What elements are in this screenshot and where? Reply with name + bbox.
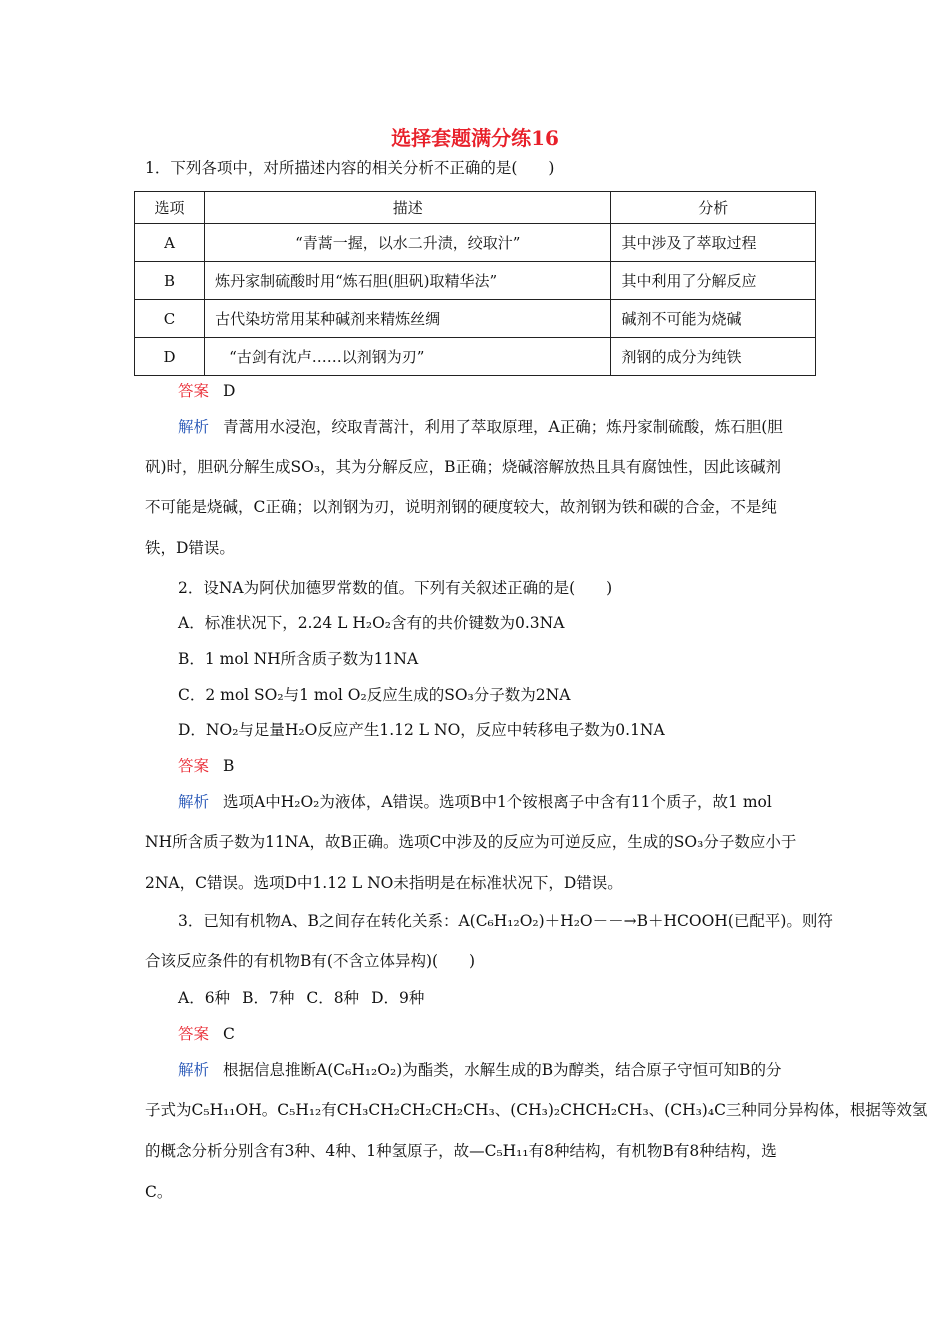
row-option: D xyxy=(135,338,205,376)
answer-value: C xyxy=(223,1025,235,1043)
q3-option: A．6种 xyxy=(178,989,231,1007)
q2-option: C．2 mol SO₂与1 mol O₂反应生成的SO₃分子数为2NA xyxy=(178,686,571,704)
q2-option: A．标准状况下，2.24 L H₂O₂含有的共价键数为0.3NA xyxy=(178,614,565,632)
row-description: 炼丹家制硫酸时用“炼石胆(胆矾)取精华法” xyxy=(205,262,611,300)
answer-label: 答案 xyxy=(178,1025,210,1043)
q3-analysis-line xyxy=(178,1059,815,1081)
table-row xyxy=(135,262,816,300)
row-description: 古代染坊常用某种碱剂来精炼丝绸 xyxy=(205,300,611,338)
q3-analysis-line: 子式为C₅H₁₁OH。C₅H₁₂有CH₃CH₂CH₂CH₂CH₃、(CH₃)₂CHCH₂CH₃、(CH₃)₄C三种同分异构体，根据等效氢 xyxy=(145,1101,928,1119)
q1-stem: 1．下列各项中，对所描述内容的相关分析不正确的是( ) xyxy=(145,159,555,177)
table-header-row xyxy=(135,192,816,224)
q3-answer xyxy=(178,1023,815,1045)
q1-analysis-line: 矾)时，胆矾分解生成SO₃，其为分解反应，B正确；烧碱溶解放热且具有腐蚀性，因此该碱剂 xyxy=(145,458,781,476)
answer-label: 答案 xyxy=(178,382,210,400)
q3-options xyxy=(178,987,815,1009)
q2-option: D．NO₂与足量H₂O反应产生1.12 L NO，反应中转移电子数为0.1NA xyxy=(178,721,665,739)
analysis-label: 解析 xyxy=(178,793,210,811)
q2-analysis-line: NH所含质子数为11NA，故B正确。选项C中涉及的反应为可逆反应，生成的SO₃分子数应小于 xyxy=(145,833,797,851)
q1-analysis-line: 不可能是烧碱，C正确；以剂钢为刃，说明剂钢的硬度较大，故剂钢为铁和碳的合金，不是纯 xyxy=(145,498,777,516)
row-analysis: 其中利用了分解反应 xyxy=(611,262,816,300)
q3-analysis-line: C。 xyxy=(145,1183,173,1201)
q2-stem: 2．设NA为阿伏加德罗常数的值。下列有关叙述正确的是( ) xyxy=(178,579,613,597)
answer-label: 答案 xyxy=(178,757,210,775)
q3-option: B．7种 xyxy=(242,989,295,1007)
row-option: B xyxy=(135,262,205,300)
q3-option: D．9种 xyxy=(371,989,425,1007)
table-row xyxy=(135,338,816,376)
q3-analysis-line: 的概念分析分别含有3种、4种、1种氢原子，故—C₅H₁₁有8种结构，有机物B有8种结构，选 xyxy=(145,1142,777,1160)
q2-option: B．1 mol NH所含质子数为11NA xyxy=(178,650,419,668)
analysis-text: 选项A中H₂O₂为液体，A错误。选项B中1个铵根离子中含有11个质子，故1 mol xyxy=(223,793,772,811)
q1-table xyxy=(134,191,816,376)
answer-value: D xyxy=(223,382,236,400)
q1-analysis-line: 铁，D错误。 xyxy=(145,539,235,557)
q2-analysis-line: 2NA，C错误。选项D中1.12 L NO未指明是在标准状况下，D错误。 xyxy=(145,874,623,892)
q3-stem: 合该反应条件的有机物B有(不含立体异构)( ) xyxy=(145,952,476,970)
analysis-text: 青蒿用水浸泡，绞取青蒿汁，利用了萃取原理，A正确；炼丹家制硫酸，炼石胆(胆 xyxy=(223,418,783,436)
header-analysis: 分析 xyxy=(611,192,816,224)
q2-answer xyxy=(178,755,815,777)
answer-value: B xyxy=(223,757,235,775)
analysis-label: 解析 xyxy=(178,1061,210,1079)
q1-analysis-line xyxy=(178,416,815,438)
table-row xyxy=(135,224,816,262)
row-description: “古剑有沈卢……以剂钢为刃” xyxy=(205,338,611,376)
q3-stem: 3．已知有机物A、B之间存在转化关系：A(C₆H₁₂O₂)＋H₂O－－→B＋HCOOH(已配平)。则符 xyxy=(178,912,833,930)
table-row xyxy=(135,300,816,338)
row-analysis: 其中涉及了萃取过程 xyxy=(611,224,816,262)
row-analysis: 剂钢的成分为纯铁 xyxy=(611,338,816,376)
q1-answer xyxy=(178,380,815,402)
q3-option: C．8种 xyxy=(306,989,360,1007)
q2-analysis-line xyxy=(178,791,815,813)
row-option: C xyxy=(135,300,205,338)
analysis-text: 根据信息推断A(C₆H₁₂O₂)为酯类，水解生成的B为醇类，结合原子守恒可知B的分 xyxy=(223,1061,782,1079)
header-option: 选项 xyxy=(135,192,205,224)
analysis-label: 解析 xyxy=(178,418,210,436)
header-description: 描述 xyxy=(205,192,611,224)
row-analysis: 碱剂不可能为烧碱 xyxy=(611,300,816,338)
page-title: 选择套题满分练16 xyxy=(391,126,559,150)
row-description: “青蒿一握，以水二升渍，绞取汁” xyxy=(205,224,611,262)
row-option: A xyxy=(135,224,205,262)
